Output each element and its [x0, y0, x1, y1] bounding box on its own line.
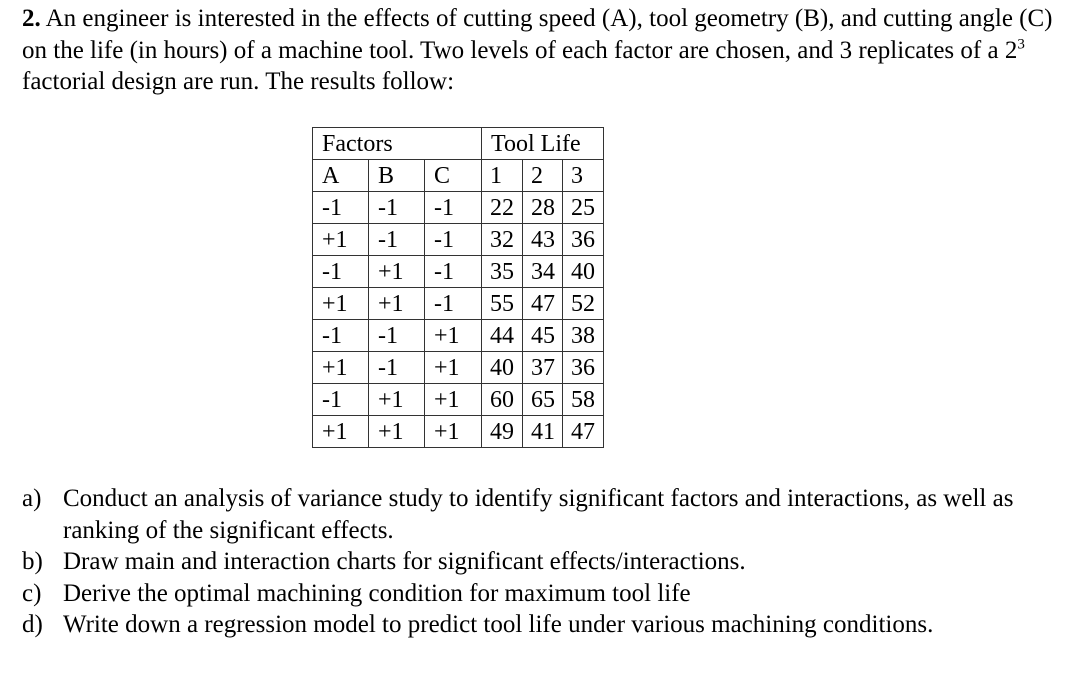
tool-life-header: Tool Life	[482, 128, 604, 160]
cell-factor-c: -1	[425, 192, 482, 224]
cell-replicate-1: 32	[482, 224, 523, 256]
cell-replicate-3: 36	[563, 224, 604, 256]
question-item	[22, 609, 1077, 641]
column-header-b: B	[369, 160, 425, 192]
cell-factor-c: +1	[425, 352, 482, 384]
cell-factor-b: -1	[369, 192, 425, 224]
column-header-replicate-1: 1	[482, 160, 523, 192]
table-row	[313, 288, 604, 320]
question-text: Draw main and interaction charts for significant effects/interactions.	[63, 548, 746, 575]
cell-replicate-1: 49	[482, 416, 523, 448]
table-row	[313, 416, 604, 448]
table-row	[313, 320, 604, 352]
cell-factor-b: +1	[369, 256, 425, 288]
cell-replicate-1: 55	[482, 288, 523, 320]
table-row	[313, 256, 604, 288]
cell-replicate-1: 44	[482, 320, 523, 352]
table-row	[313, 192, 604, 224]
cell-factor-a: +1	[313, 352, 369, 384]
cell-replicate-3: 58	[563, 384, 604, 416]
cell-factor-c: +1	[425, 416, 482, 448]
cell-factor-a: +1	[313, 288, 369, 320]
cell-factor-c: -1	[425, 288, 482, 320]
cell-replicate-3: 38	[563, 320, 604, 352]
cell-factor-a: +1	[313, 224, 369, 256]
problem-number: 2.	[22, 5, 41, 32]
cell-factor-b: -1	[369, 224, 425, 256]
cell-factor-c: +1	[425, 384, 482, 416]
column-header-replicate-2: 2	[523, 160, 563, 192]
column-header-c: C	[425, 160, 482, 192]
question-marker: c)	[22, 579, 42, 607]
cell-replicate-2: 41	[523, 416, 563, 448]
cell-replicate-3: 40	[563, 256, 604, 288]
cell-replicate-2: 65	[523, 384, 563, 416]
question-text: Write down a regression model to predict tool life under various machining conditions.	[63, 611, 934, 638]
question-text: Conduct an analysis of variance study to identify significant factors and interactions, as well as ranking of the significant effects.	[63, 485, 1014, 544]
cell-factor-a: -1	[313, 256, 369, 288]
problem-statement	[22, 3, 1072, 98]
cell-replicate-2: 47	[523, 288, 563, 320]
question-item	[22, 483, 1077, 546]
question-marker: a)	[22, 485, 42, 512]
cell-replicate-3: 52	[563, 288, 604, 320]
factors-header: Factors	[313, 128, 482, 160]
column-header-replicate-3: 3	[563, 160, 604, 192]
design-exponent: 3	[1017, 36, 1025, 53]
results-table	[312, 127, 604, 448]
cell-factor-b: -1	[369, 352, 425, 384]
cell-replicate-3: 25	[563, 192, 604, 224]
cell-replicate-2: 37	[523, 352, 563, 384]
question-text: Derive the optimal machining condition for maximum tool life	[63, 579, 691, 607]
cell-replicate-2: 34	[523, 256, 563, 288]
question-item	[22, 578, 1077, 610]
cell-replicate-2: 43	[523, 224, 563, 256]
cell-replicate-1: 22	[482, 192, 523, 224]
cell-factor-a: -1	[313, 320, 369, 352]
cell-factor-a: +1	[313, 416, 369, 448]
problem-text-part-1: An engineer is interested in the effects of cutting speed (A), tool geometry (B), and cutting angle (C) on the life (in hours) of a machine tool. Two levels of each factor are chosen, and 3 replicates of a 2	[22, 5, 1053, 64]
cell-factor-c: -1	[425, 256, 482, 288]
cell-replicate-1: 35	[482, 256, 523, 288]
question-list	[22, 483, 1077, 641]
cell-replicate-3: 47	[563, 416, 604, 448]
cell-factor-b: -1	[369, 320, 425, 352]
question-marker: d)	[22, 611, 43, 638]
cell-replicate-1: 60	[482, 384, 523, 416]
cell-replicate-3: 36	[563, 352, 604, 384]
cell-factor-b: +1	[369, 288, 425, 320]
problem-text-part-2: factorial design are run. The results follow:	[22, 68, 455, 95]
cell-replicate-1: 40	[482, 352, 523, 384]
table-row	[313, 384, 604, 416]
cell-factor-b: +1	[369, 384, 425, 416]
question-item	[22, 546, 1077, 578]
cell-factor-a: -1	[313, 192, 369, 224]
column-header-a: A	[313, 160, 369, 192]
table-row	[313, 224, 604, 256]
question-marker: b)	[22, 548, 43, 575]
cell-replicate-2: 45	[523, 320, 563, 352]
cell-factor-a: -1	[313, 384, 369, 416]
cell-factor-c: -1	[425, 224, 482, 256]
cell-replicate-2: 28	[523, 192, 563, 224]
cell-factor-c: +1	[425, 320, 482, 352]
group-header-row	[313, 128, 604, 160]
table-row	[313, 352, 604, 384]
column-header-row	[313, 160, 604, 192]
cell-factor-b: +1	[369, 416, 425, 448]
